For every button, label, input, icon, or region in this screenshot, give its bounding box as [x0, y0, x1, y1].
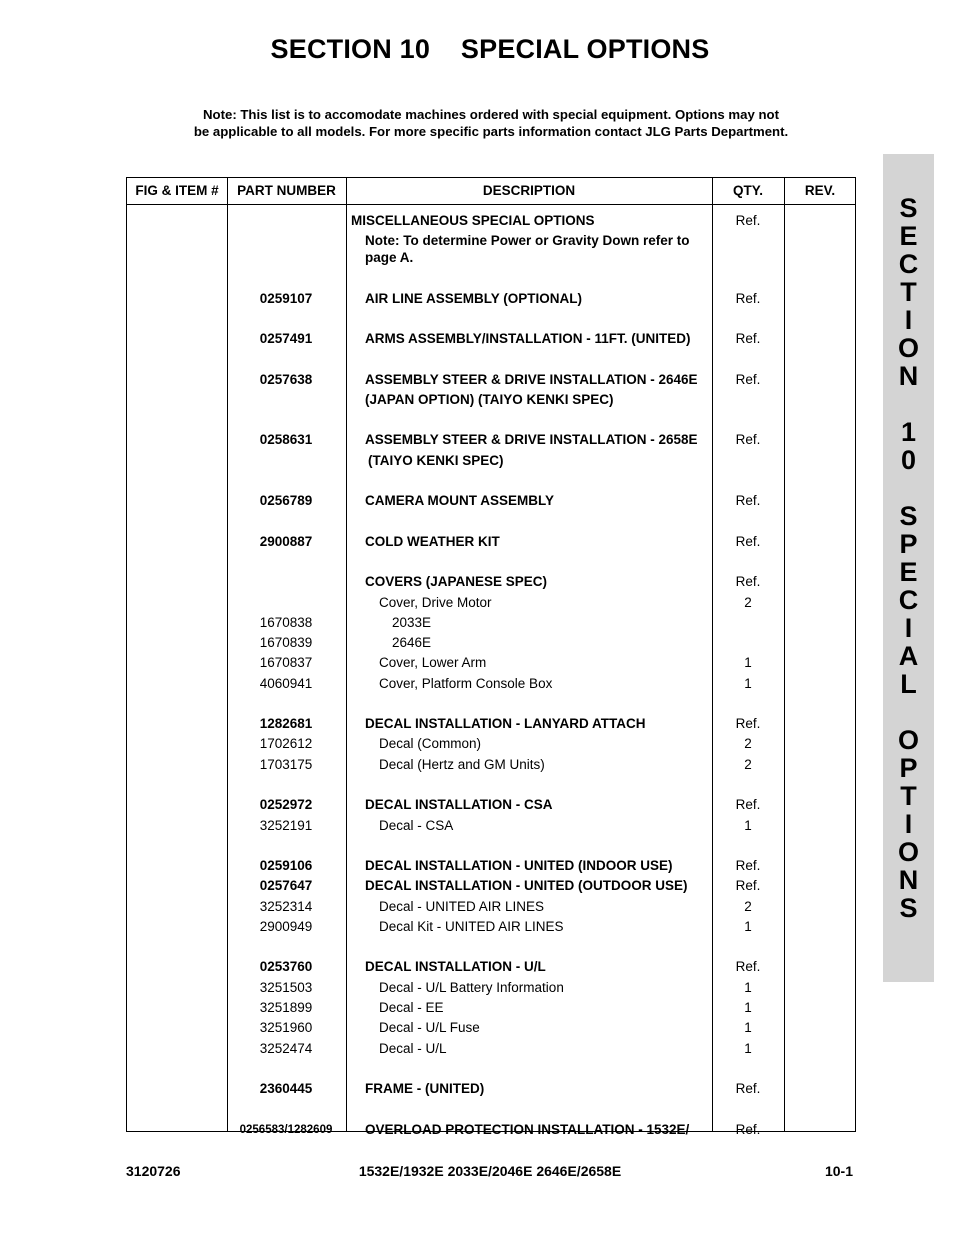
- description-cell: ARMS ASSEMBLY/INSTALLATION - 11FT. (UNITED): [365, 331, 691, 346]
- part-number-cell: 0256789: [259, 493, 313, 508]
- page-title: SECTION 10 SPECIAL OPTIONS: [270, 34, 710, 64]
- table-row: [127, 999, 855, 1019]
- qty-cell: Ref.: [735, 797, 761, 812]
- table-row: [127, 594, 855, 614]
- sidebar-word: O P T I O N S: [897, 725, 919, 923]
- sidebar-word: S E C T I O N: [897, 193, 919, 391]
- table-row: [127, 1019, 855, 1039]
- note-line-2: be applicable to all models. For more specific parts information contact JLG Parts Department.: [193, 124, 789, 139]
- table-row: [127, 391, 855, 411]
- table-row: [127, 675, 855, 695]
- table-row: [127, 898, 855, 918]
- table-row: [127, 614, 855, 634]
- part-number-cell: 1670839: [259, 635, 313, 650]
- qty-cell: Ref.: [735, 534, 761, 549]
- header-divider: [127, 204, 855, 205]
- description-cell: CAMERA MOUNT ASSEMBLY: [365, 493, 555, 508]
- table-row: [127, 654, 855, 674]
- description-cell: DECAL INSTALLATION - UNITED (OUTDOOR USE): [365, 878, 688, 893]
- table-row: [127, 212, 855, 232]
- part-number-cell: 3252474: [259, 1041, 313, 1056]
- part-number-cell: 2900949: [259, 919, 313, 934]
- description-cell: ASSEMBLY STEER & DRIVE INSTALLATION - 2658E: [365, 432, 698, 447]
- description-cell: COLD WEATHER KIT: [365, 534, 500, 549]
- table-row: [127, 290, 855, 310]
- part-number-cell: 3251899: [259, 1000, 313, 1015]
- part-number-cell: 3251503: [259, 980, 313, 995]
- part-number-cell: 3251960: [259, 1020, 313, 1035]
- qty-cell: Ref.: [735, 1122, 761, 1137]
- qty-cell: 1: [744, 676, 752, 691]
- description-cell: DECAL INSTALLATION - U/L: [365, 959, 546, 974]
- qty-cell: Ref.: [735, 432, 761, 447]
- table-row: [127, 452, 855, 472]
- part-number-cell: 0257647: [259, 878, 313, 893]
- qty-cell: 1: [744, 655, 752, 670]
- table-row: [127, 1040, 855, 1060]
- table-row: [127, 918, 855, 938]
- description-cell: Note: To determine Power or Gravity Down refer to: [365, 233, 690, 248]
- qty-cell: 1: [744, 1041, 752, 1056]
- qty-cell: Ref.: [735, 493, 761, 508]
- description-cell: page A.: [365, 250, 414, 265]
- table-row: [127, 756, 855, 776]
- description-cell: Decal Kit - UNITED AIR LINES: [379, 919, 564, 934]
- qty-cell: 2: [744, 736, 752, 751]
- description-cell: DECAL INSTALLATION - UNITED (INDOOR USE): [365, 858, 673, 873]
- qty-cell: Ref.: [735, 331, 761, 346]
- part-number-cell: 1702612: [259, 736, 313, 751]
- table-row: [127, 371, 855, 391]
- part-number-cell: 0258631: [259, 432, 313, 447]
- qty-cell: 1: [744, 1020, 752, 1035]
- part-number-cell: 0257491: [259, 331, 313, 346]
- part-number-cell: 1282681: [259, 716, 313, 731]
- part-number-cell: 2900887: [259, 534, 313, 549]
- part-number-cell: 1703175: [259, 757, 313, 772]
- sidebar-word: S P E C I A L: [898, 501, 919, 699]
- sidebar-word: 1 0: [900, 417, 917, 475]
- description-cell: 2646E: [392, 635, 432, 650]
- description-cell: OVERLOAD PROTECTION INSTALLATION - 1532E/: [365, 1122, 690, 1137]
- table-row: [127, 492, 855, 512]
- table-row: [127, 573, 855, 593]
- part-number-cell: 3252314: [259, 899, 313, 914]
- part-number-cell: 0253760: [259, 959, 313, 974]
- table-row: [127, 735, 855, 755]
- description-cell: Decal - UNITED AIR LINES: [379, 899, 545, 914]
- footer-page-number: 10-1: [824, 1163, 853, 1179]
- qty-cell: Ref.: [735, 213, 761, 228]
- header-fig-item: FIG & ITEM #: [135, 183, 219, 198]
- table-row: [127, 877, 855, 897]
- part-number-cell: 0257638: [259, 372, 313, 387]
- qty-cell: 2: [744, 899, 752, 914]
- part-number-cell: 0252972: [259, 797, 313, 812]
- description-cell: Decal - U/L: [379, 1041, 447, 1056]
- description-cell: (TAIYO KENKI SPEC): [368, 453, 504, 468]
- table-row: [127, 979, 855, 999]
- table-row: [127, 817, 855, 837]
- section-note: [126, 106, 856, 140]
- table-row: [127, 1121, 855, 1141]
- description-cell: FRAME - (UNITED): [365, 1081, 485, 1096]
- table-row: [127, 1080, 855, 1100]
- header-description: DESCRIPTION: [482, 183, 576, 198]
- description-cell: Decal - EE: [379, 1000, 444, 1015]
- description-cell: Decal - CSA: [379, 818, 454, 833]
- description-cell: Decal (Hertz and GM Units): [379, 757, 545, 772]
- table-row: [127, 330, 855, 350]
- part-number-cell: 3252191: [259, 818, 313, 833]
- footer-document-number: 3120726: [126, 1163, 181, 1179]
- qty-cell: 1: [744, 919, 752, 934]
- header-qty: QTY.: [732, 183, 763, 198]
- part-number-cell: 0259106: [259, 858, 313, 873]
- qty-cell: Ref.: [735, 858, 761, 873]
- footer-models: 1532E/1932E 2033E/2046E 2646E/2658E: [358, 1163, 622, 1179]
- table-row: [127, 857, 855, 877]
- description-cell: DECAL INSTALLATION - CSA: [365, 797, 553, 812]
- description-cell: Decal - U/L Battery Information: [379, 980, 564, 995]
- note-line-1: Note: This list is to accomodate machines ordered with special equipment. Options may not: [203, 107, 779, 122]
- table-row: [127, 958, 855, 978]
- description-cell: AIR LINE ASSEMBLY (OPTIONAL): [365, 291, 583, 306]
- qty-cell: Ref.: [735, 959, 761, 974]
- qty-cell: Ref.: [735, 1081, 761, 1096]
- table-row: [127, 796, 855, 816]
- part-number-cell: 1670837: [259, 655, 313, 670]
- qty-cell: Ref.: [735, 878, 761, 893]
- table-row: [127, 634, 855, 654]
- description-cell: ASSEMBLY STEER & DRIVE INSTALLATION - 2646E: [365, 372, 698, 387]
- qty-cell: 2: [744, 757, 752, 772]
- description-cell: Cover, Lower Arm: [379, 655, 487, 670]
- table-row: [127, 431, 855, 451]
- section-sidebar-tab: [883, 154, 934, 982]
- part-number-cell: 1670838: [259, 615, 313, 630]
- header-rev: REV.: [804, 183, 836, 198]
- parts-table: [126, 177, 856, 1137]
- qty-cell: 1: [744, 980, 752, 995]
- description-cell: MISCELLANEOUS SPECIAL OPTIONS: [351, 213, 595, 228]
- part-number-cell: 4060941: [259, 676, 313, 691]
- description-cell: Cover, Drive Motor: [379, 595, 492, 610]
- description-cell: COVERS (JAPANESE SPEC): [365, 574, 548, 589]
- table-row: [127, 533, 855, 553]
- table-row: [127, 249, 855, 269]
- description-cell: Decal (Common): [379, 736, 482, 751]
- header-part-number: PART NUMBER: [237, 183, 336, 198]
- qty-cell: 1: [744, 818, 752, 833]
- qty-cell: 2: [744, 595, 752, 610]
- description-cell: (JAPAN OPTION) (TAIYO KENKI SPEC): [365, 392, 614, 407]
- qty-cell: Ref.: [735, 716, 761, 731]
- description-cell: Decal - U/L Fuse: [379, 1020, 480, 1035]
- qty-cell: Ref.: [735, 372, 761, 387]
- part-number-cell: 0259107: [259, 291, 313, 306]
- qty-cell: Ref.: [735, 574, 761, 589]
- part-number-cell: 2360445: [259, 1081, 313, 1096]
- description-cell: DECAL INSTALLATION - LANYARD ATTACH: [365, 716, 646, 731]
- description-cell: 2033E: [392, 615, 432, 630]
- description-cell: Cover, Platform Console Box: [379, 676, 553, 691]
- qty-cell: Ref.: [735, 291, 761, 306]
- part-number-cell: 0256583/1282609: [239, 1124, 333, 1136]
- qty-cell: 1: [744, 1000, 752, 1015]
- table-row: [127, 715, 855, 735]
